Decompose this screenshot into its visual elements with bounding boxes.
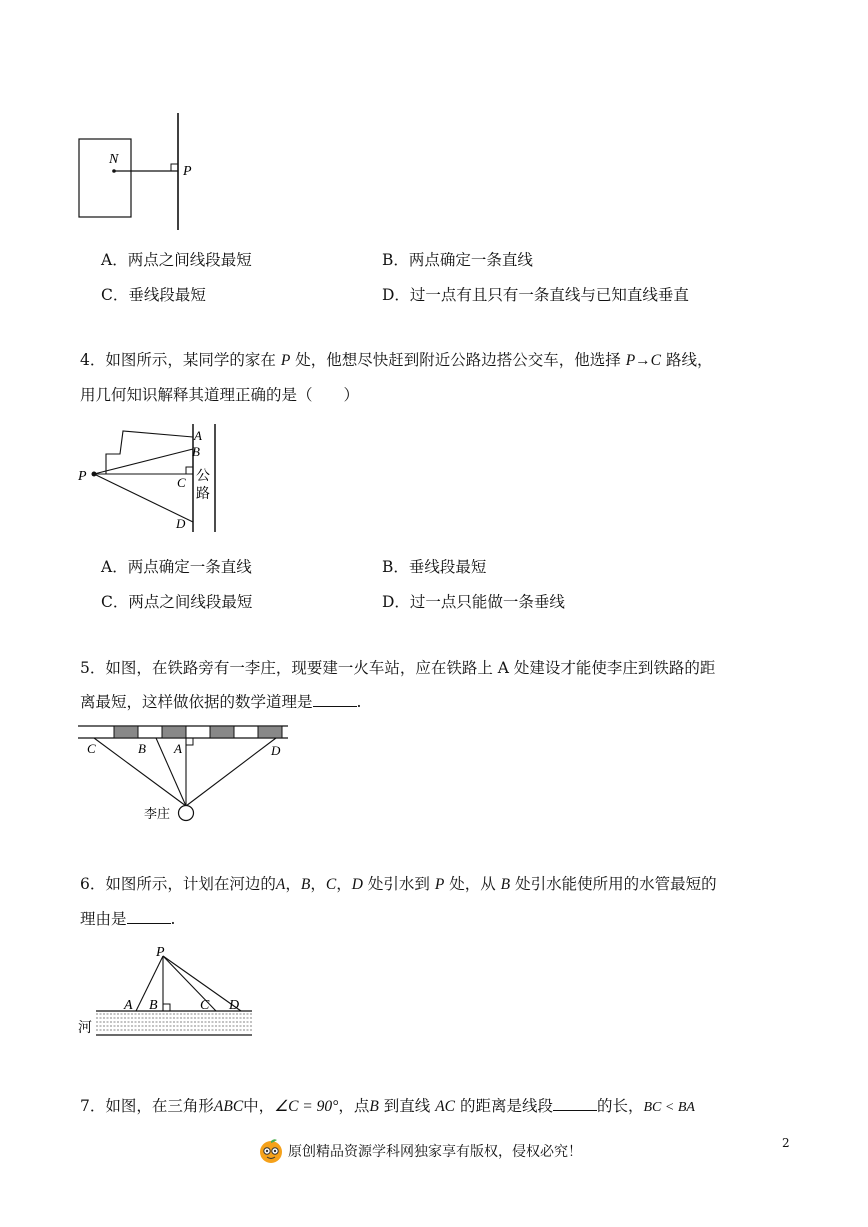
q4-label-c: C bbox=[177, 475, 186, 490]
q4-road-char-1: 公 bbox=[196, 469, 210, 484]
q4-road-char-2: 路 bbox=[196, 487, 210, 502]
q6-answer-blank bbox=[127, 909, 171, 924]
q5-label-b: B bbox=[138, 741, 146, 756]
q6-label-p: P bbox=[156, 945, 165, 960]
q5-label-c: C bbox=[87, 741, 96, 756]
q6-label-c: C bbox=[200, 998, 210, 1013]
q5-figure bbox=[76, 722, 296, 828]
page-number: 2 bbox=[782, 1136, 790, 1150]
q3-option-b: B．两点确定一条直线 bbox=[382, 251, 533, 269]
q3-figure bbox=[76, 110, 206, 236]
q4-label-p: P bbox=[78, 469, 87, 484]
q5-answer-blank bbox=[313, 692, 357, 707]
q4-option-a: A．两点确定一条直线 bbox=[101, 558, 252, 576]
q4-label-b: B bbox=[192, 444, 200, 459]
q6-label-b: B bbox=[149, 998, 158, 1013]
q6-figure bbox=[76, 940, 258, 1040]
q3-label-n: N bbox=[109, 152, 119, 167]
q3-option-c: C．垂线段最短 bbox=[101, 286, 206, 304]
footer-copyright-text: 原创精品资源学科网独家享有版权，侵权必究！ bbox=[288, 1144, 582, 1160]
q5-label-a: A bbox=[174, 741, 182, 756]
q3-option-a: A．两点之间线段最短 bbox=[101, 251, 252, 269]
orange-mascot-icon bbox=[258, 1138, 284, 1164]
q6-label-d: D bbox=[229, 998, 240, 1013]
q4-option-b: B．垂线段最短 bbox=[382, 558, 487, 576]
q7-stem: 7．如图，在三角形ABC中，∠C = 90°，点B 到直线 AC 的距离是线段 的长，BC < BA bbox=[80, 1097, 695, 1115]
q5-label-d: D bbox=[271, 743, 281, 758]
footer-copyright bbox=[258, 1138, 582, 1164]
q4-option-d: D．过一点只能做一条垂线 bbox=[382, 593, 565, 611]
q5-village-label: 李庄 bbox=[144, 806, 171, 821]
q3-label-p: P bbox=[183, 164, 192, 179]
q5-stem: 5．如图，在铁路旁有一李庄，现要建一火车站，应在铁路上 A 处建设才能使李庄到铁路的距 离最短，这样做依据的数学道理是 . bbox=[80, 659, 716, 711]
q4-option-c: C．两点之间线段最短 bbox=[101, 593, 253, 611]
q6-label-a: A bbox=[124, 998, 133, 1013]
q4-label-a: A bbox=[194, 428, 202, 443]
q4-figure bbox=[76, 420, 226, 536]
q7-answer-blank bbox=[553, 1096, 597, 1111]
q4-label-d: D bbox=[176, 516, 186, 531]
q6-stem: 6．如图所示，计划在河边的A，B，C，D 处引水到 P 处，从 B 处引水能使所用的水管最短的 理由是 . bbox=[80, 875, 717, 928]
q3-option-d: D．过一点有且只有一条直线与已知直线垂直 bbox=[382, 286, 689, 304]
q4-stem: 4．如图所示，某同学的家在 P 处，他想尽快赶到附近公路边搭公交车，他选择 P→C 路线， 用几何知识解释其道理正确的是（ ） bbox=[80, 351, 713, 404]
q6-river-label: 河 bbox=[78, 1021, 92, 1036]
